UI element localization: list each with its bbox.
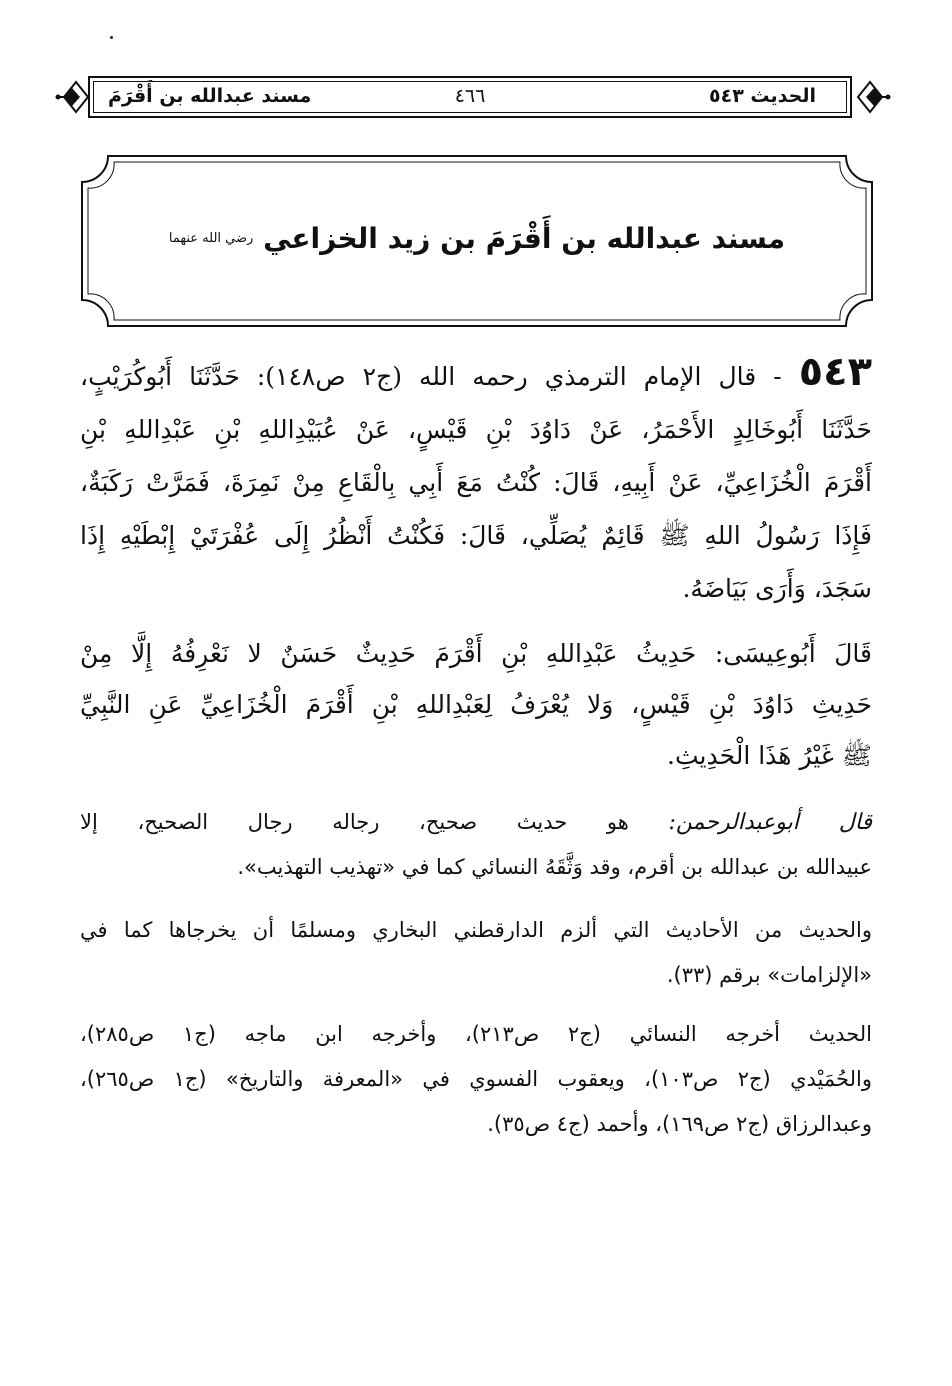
hadith-line: سَجَدَ، وَأَرَى بَيَاضَهُ.	[682, 574, 872, 603]
remark-line: قَالَ أَبُوعِيسَى: حَدِيثُ عَبْدِاللهِ بْنِ أَقْرَمَ حَدِيثٌ حَسَنٌ لا نَعْرِفُهُ إِلَّا مِنْ	[80, 639, 872, 668]
hadith-line: ٥٤٣ - قال الإمام الترمذي رحمه الله (ج٢ ص١٤٨): حَدَّثَنَا أَبُوكُرَيْبٍ،	[80, 349, 873, 395]
chapter-title-box	[78, 152, 876, 330]
remark-line: ﷺ غَيْرُ هَذَا الْحَدِيثِ.	[667, 741, 872, 770]
commentary-line: وعبدالرزاق (ج٢ ص١٦٩)، وأحمد (ج٤ ص٣٥).	[487, 1112, 872, 1136]
header-page-number: ٤٦٦	[454, 85, 486, 107]
right-ornament-icon	[856, 74, 892, 120]
scan-speck	[110, 36, 113, 39]
header-section-title: مسند عبدالله بن أَقْرَمَ	[108, 85, 312, 107]
abu-eesa-remark	[80, 628, 872, 781]
commentary-line: والحُمَيْدي (ج٢ ص١٠٣)، ويعقوب الفسوي في «المعرفة والتاريخ» (ج١ ص٢٦٥)،	[80, 1067, 872, 1091]
commentary-line: عبيدالله بن عبدالله بن أقرم، وقد وَثَّقَهُ النسائي كما في «تهذيب التهذيب».	[237, 855, 872, 879]
takhrij-note	[80, 1012, 872, 1147]
ilzamat-note	[80, 908, 872, 998]
left-ornament-icon	[54, 74, 90, 120]
commentary-line: الحديث أخرجه النسائي (ج٢ ص٢١٣)، وأخرجه ابن ماجه (ج١ ص٢٨٥)،	[80, 1022, 872, 1046]
commentary-line: قال أبوعبدالرحمن: هو حديث صحيح، رجاله رجال الصحيح، إلا	[80, 810, 872, 835]
hadith-line: حَدَّثَنَا أَبُوخَالِدٍ الأَحْمَرُ، عَنْ دَاوُدَ بْنِ قَيْسٍ، عَنْ عُبَيْدِاللهِ بْنِ عَبْدِاللهِ بْنِ	[80, 415, 872, 444]
author-signature: قال أبوعبدالرحمن:	[668, 810, 872, 835]
running-header	[88, 76, 852, 118]
remark-line: حَدِيثِ دَاوُدَ بْنِ قَيْسٍ، وَلا يُعْرَفُ لِعَبْدِاللهِ بْنِ أَقْرَمَ الْخُزَاعِيِّ عَنِ النَّبِيِّ	[80, 690, 872, 719]
hadith-text	[80, 346, 872, 615]
header-hadith-label: الحديث ٥٤٣	[709, 85, 816, 107]
commentary-line: والحديث من الأحاديث التي ألزم الدارقطني البخاري ومسلمًا أن يخرجاها كما في	[80, 918, 872, 942]
commentary-line: «الإلزامات» برقم (٣٣).	[666, 963, 872, 987]
honorific-mark: رضي الله عنهما	[168, 231, 254, 246]
hadith-line: أَقْرَمَ الْخُزَاعِيِّ، عَنْ أَبِيهِ، قَالَ: كُنْتُ مَعَ أَبِي بِالْقَاعِ مِنْ نَمِرَةَ، فَمَرَّتْ رَكَبَةٌ،	[80, 468, 872, 497]
hadith-line: فَإِذَا رَسُولُ اللهِ ﷺ قَائِمٌ يُصَلِّي، قَالَ: فَكُنْتُ أَنْظُرُ إِلَى عُفْرَتَيْ إِبْطَيْهِ إِذَا	[80, 521, 872, 550]
author-commentary	[80, 800, 872, 890]
chapter-title	[78, 222, 876, 255]
hadith-number: ٥٤٣	[798, 349, 873, 395]
chapter-title-text: مسند عبدالله بن أَقْرَمَ بن زيد الخزاعي	[263, 222, 786, 255]
